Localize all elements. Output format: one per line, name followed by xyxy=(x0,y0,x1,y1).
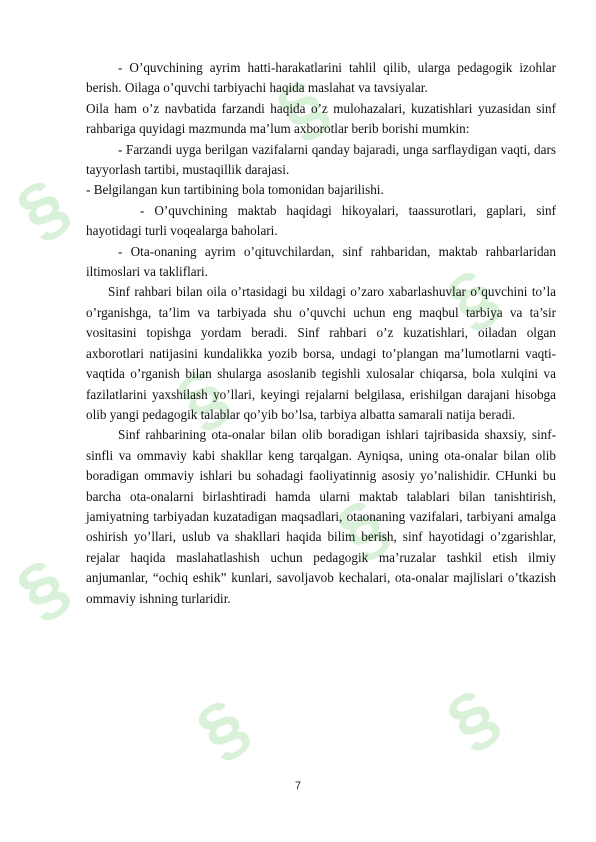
paragraph-4: - Belgilangan kun tartibining bola tomonidan bajarilishi. xyxy=(86,182,384,198)
paragraph-1: - O’quvchining ayrim hatti-harakatlarini tahlil qilib, ularga pedagogik izohlar berish. Oilaga o’quvchi tarbiyachi haqida maslahat va tavsiyalar. xyxy=(86,60,556,96)
paragraph-6: - Ota-onaning ayrim o’qituvchilardan, sinf rahbaridan, maktab rahbarlaridan iltimoslari va takliflari. xyxy=(86,243,556,280)
paragraph-5: - O’quvchining maktab haqidagi hikoyalari, taassurotlari, gaplari, sinf hayotidagi turli voqealarga baholari. xyxy=(86,202,556,239)
paragraph-7: Sinf rahbari bilan oila o’rtasidagi bu xildagi o’zaro xabarlashuvlar o’quvchini to’la o’rganishga, ta’lim va tarbiyada shu o’quvchi uchun eng maqbul tarbiya va ta’sir vositasini topishga yordam beradi. Sinf rahbari o’z kuzatishlari, oiladan olgan axborotlari natijasini kundalikka yozib borsa, undagi to’plangan ma’lumotlarni vaqti-vaqtida o’rganish bilan shularga asoslanib tegishli xulosalar chiqarsa, bola xulqini va fazilatlarini yaxshilash yo’llari, keyingi rejalarni belgilasa, erishilgan darajani hisobga olib yangi pedagogik talablar qo’yib bo’lsa, tarbiya albatta samarali natija beradi. xyxy=(86,284,556,422)
svg-text:§: § xyxy=(3,544,82,634)
paragraph-8: Sinf rahbarining ota-onalar bilan olib boradigan ishlari tajribasida shaxsiy, sinf-sinfli va ommaviy kabi shakllar keng tarqalgan. Ayniqsa, uning ota-onalar bilan olib boradigan ommaviy ishlari bu sohadagi faoliyatinnig asosiy yo’nalishidir. CHunki bu barcha ota-onalarni birlashtiradi hamda ularni maktab talablari bilan tanishtirish, jamiyatning tarbiyadan kuzatadigan maqsadlari, otaonaning vazifalari, tarbiyani amalga oshirish yo’llari, uslub va shakllari haqida bilim berish, sinf hayotidagi o’zgarishlar, rejalar haqida maslahatlashish uchun pedagogik ma’ruzalar tashkil etish ilmiy anjumanlar, “ochiq eshik” kunlari, savoljavob kechalari, ota-onalar majlislari o’tkazish ommaviy ishning turlaridir. xyxy=(86,427,556,606)
svg-text:§: § xyxy=(3,164,82,254)
page-number: 7 xyxy=(294,780,302,792)
svg-text:§: § xyxy=(433,254,512,344)
svg-text:§: § xyxy=(183,684,262,774)
svg-text:§: § xyxy=(263,64,342,154)
document-body xyxy=(86,58,556,609)
svg-text:§: § xyxy=(323,484,402,574)
svg-text:§: § xyxy=(163,354,242,444)
paragraph-2: Oila ham o’z navbatida farzandi haqida o’z mulohazalari, kuzatishlari yuzasidan sinf rahbariga quyidagi mazmunda ma’lum axborotlar berib borishi mumkin: xyxy=(86,100,556,137)
svg-text:§: § xyxy=(433,674,512,764)
paragraph-3: - Farzandi uyga berilgan vazifalarni qanday bajaradi, unga sarflaydigan vaqti, dars tayyorlash tartibi, mustaqillik darajasi. xyxy=(86,141,556,178)
